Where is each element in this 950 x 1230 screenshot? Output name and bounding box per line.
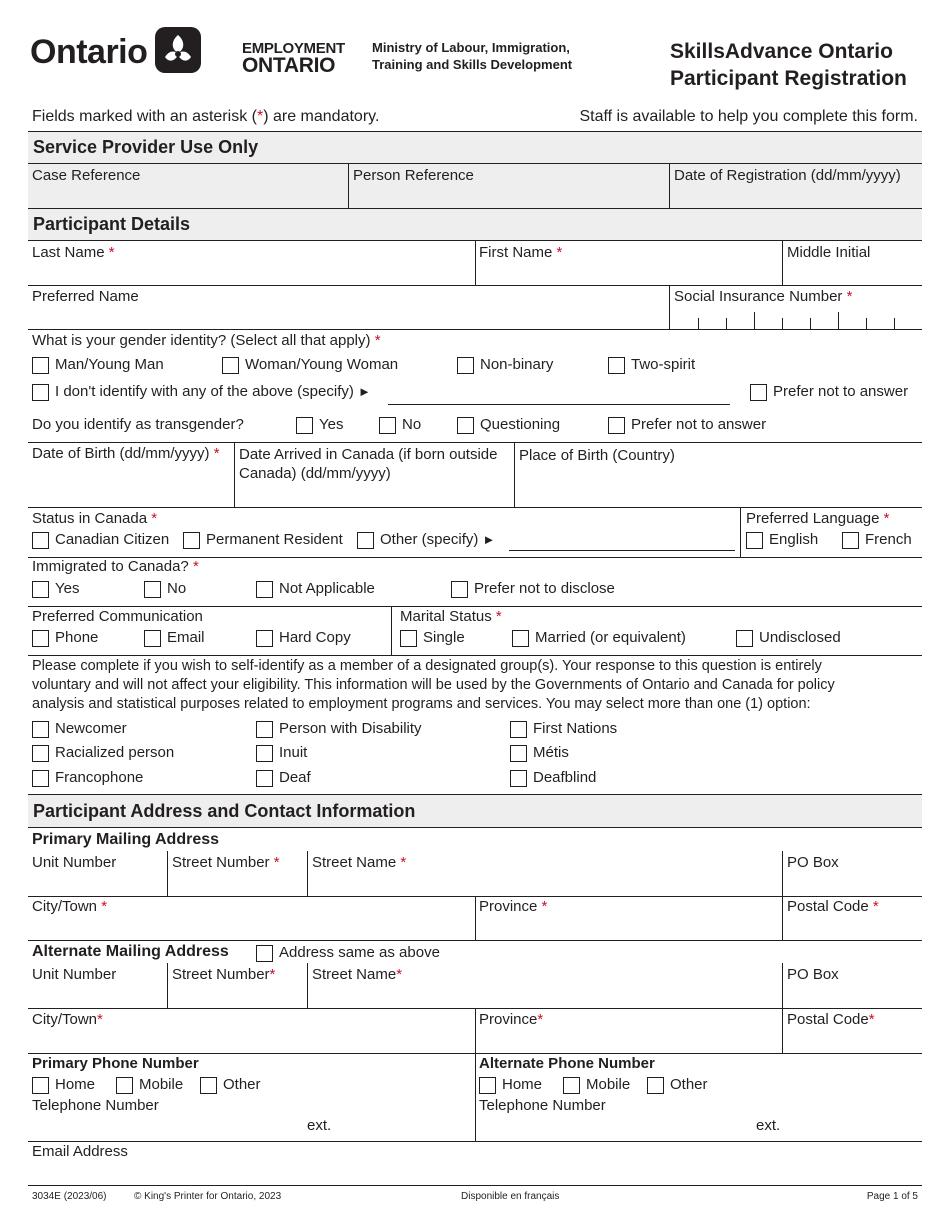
alternate-postal-code-label: Postal Code* <box>787 1011 875 1028</box>
section-participant-details: Participant Details <box>28 208 922 241</box>
case-reference-field[interactable] <box>30 185 346 207</box>
email-address-label: Email Address <box>32 1143 128 1160</box>
alternate-po-box-field[interactable] <box>785 985 920 1007</box>
checkbox-racialized[interactable]: Racialized person <box>32 744 174 762</box>
checkbox-single[interactable]: Single <box>400 629 465 647</box>
checkbox-first-nations[interactable]: First Nations <box>510 720 617 738</box>
alternate-po-box-label: PO Box <box>787 966 839 983</box>
primary-city-label: City/Town * <box>32 898 108 915</box>
primary-telephone-label: Telephone Number <box>32 1097 159 1114</box>
date-of-registration-field[interactable] <box>672 185 920 207</box>
primary-phone-heading: Primary Phone Number <box>32 1055 199 1072</box>
form-title-line1: SkillsAdvance Ontario <box>670 40 893 63</box>
primary-street-number-field[interactable] <box>170 873 305 895</box>
eo-line2: ONTARIO <box>242 54 336 78</box>
primary-telephone-field[interactable] <box>30 1116 300 1138</box>
preferred-name-field[interactable] <box>30 306 667 328</box>
primary-po-box-field[interactable] <box>785 873 920 895</box>
ministry-line1: Ministry of Labour, Immigration, <box>372 40 570 55</box>
mandatory-note: Fields marked with an asterisk (*) are mandatory. <box>32 108 380 125</box>
middle-initial-field[interactable] <box>785 262 920 284</box>
arrow-icon: ► <box>482 532 496 547</box>
first-name-field[interactable] <box>477 262 780 284</box>
primary-postal-code-field[interactable] <box>785 917 920 939</box>
sin-label: Social Insurance Number * <box>674 288 853 305</box>
alternate-street-number-label: Street Number* <box>172 966 276 983</box>
person-reference-field[interactable] <box>351 185 667 207</box>
alternate-unit-field[interactable] <box>30 985 165 1007</box>
page-number: Page 1 of 5 <box>866 1191 918 1202</box>
middle-initial-label: Middle Initial <box>787 244 871 261</box>
primary-unit-field[interactable] <box>30 873 165 895</box>
status-in-canada-label: Status in Canada * <box>32 510 158 527</box>
primary-city-field[interactable] <box>30 917 473 939</box>
checkbox-alternate-other[interactable]: Other <box>647 1076 708 1094</box>
eo-line1: EMPLOYMENT <box>242 40 345 57</box>
checkbox-english[interactable]: English <box>746 531 818 549</box>
checkbox-comm-phone[interactable]: Phone <box>32 629 98 647</box>
employment-ontario-logo <box>242 42 345 76</box>
checkbox-deafblind[interactable]: Deafblind <box>510 769 596 787</box>
primary-ext-label: ext. <box>307 1117 332 1134</box>
checkbox-immigrated-prefer-not[interactable]: Prefer not to disclose <box>451 580 615 598</box>
checkbox-status-other[interactable]: Other (specify) ► <box>357 531 495 549</box>
checkbox-inuit[interactable]: Inuit <box>256 744 307 762</box>
checkbox-francophone[interactable]: Francophone <box>32 769 143 787</box>
last-name-field[interactable] <box>30 262 473 284</box>
ontario-logo <box>30 27 201 77</box>
designated-group-paragraph: Please complete if you wish to self-identify as a member of a designated group(s). Your response to this question is entirely voluntary and will not affect your eligibility. This information will be used by the Governments of Ontario and Canada for policy analysis and statistical purposes related to employment programs and services. You may select more than one (1) option: <box>32 658 835 712</box>
form-title <box>670 38 907 92</box>
dob-label: Date of Birth (dd/mm/yyyy) * <box>32 445 220 462</box>
checkbox-woman[interactable]: Woman/Young Woman <box>222 356 398 374</box>
alternate-street-name-label: Street Name* <box>312 966 403 983</box>
alternate-street-name-field[interactable] <box>310 985 780 1007</box>
preferred-language-label: Preferred Language * <box>746 510 890 527</box>
checkbox-transgender-questioning[interactable]: Questioning <box>457 416 560 434</box>
last-name-label: Last Name * <box>32 244 115 261</box>
primary-street-number-label: Street Number * <box>172 854 280 871</box>
alternate-ext-field[interactable] <box>785 1116 920 1138</box>
marital-status-label: Marital Status * <box>400 608 502 625</box>
primary-mailing-heading: Primary Mailing Address <box>32 831 220 848</box>
alternate-street-number-field[interactable] <box>170 985 305 1007</box>
checkbox-comm-hard-copy[interactable]: Hard Copy <box>256 629 351 647</box>
checkbox-address-same[interactable]: Address same as above <box>256 944 440 962</box>
checkbox-primary-mobile[interactable]: Mobile <box>116 1076 183 1094</box>
preferred-communication-label: Preferred Communication <box>32 608 203 625</box>
checkbox-immigrated-yes[interactable]: Yes <box>32 580 79 598</box>
checkbox-metis[interactable]: Métis <box>510 744 569 762</box>
checkbox-newcomer[interactable]: Newcomer <box>32 720 127 738</box>
place-of-birth-field[interactable] <box>517 470 920 506</box>
alternate-unit-label: Unit Number <box>32 966 117 983</box>
checkbox-deaf[interactable]: Deaf <box>256 769 311 787</box>
checkbox-comm-email[interactable]: Email <box>144 629 205 647</box>
date-of-registration-label: Date of Registration (dd/mm/yyyy) <box>674 167 901 184</box>
checkbox-married[interactable]: Married (or equivalent) <box>512 629 686 647</box>
copyright: © King's Printer for Ontario, 2023 <box>134 1191 282 1202</box>
gender-question: What is your gender identity? (Select all that apply) * <box>32 332 381 349</box>
date-arrived-field[interactable] <box>237 484 512 506</box>
alternate-mailing-heading: Alternate Mailing Address <box>32 943 229 960</box>
transgender-question: Do you identify as transgender? <box>32 416 244 433</box>
alternate-province-label: Province* <box>479 1011 544 1028</box>
checkbox-man[interactable]: Man/Young Man <box>32 356 164 374</box>
checkbox-two-spirit[interactable]: Two-spirit <box>608 356 695 374</box>
alternate-postal-code-field[interactable] <box>785 1030 920 1052</box>
alternate-city-label: City/Town* <box>32 1011 103 1028</box>
ministry-name <box>372 39 572 73</box>
primary-street-name-label: Street Name * <box>312 854 407 871</box>
checkbox-transgender-no[interactable]: No <box>379 416 421 434</box>
checkbox-gender-other[interactable]: I don't identify with any of the above (specify) ► <box>32 383 371 401</box>
checkbox-immigrated-na[interactable]: Not Applicable <box>256 580 375 598</box>
form-title-line2: Participant Registration <box>670 67 907 90</box>
date-arrived-label: Date Arrived in Canada (if born outside Canada) (dd/mm/yyyy) <box>239 446 498 482</box>
checkbox-gender-prefer-not[interactable]: Prefer not to answer <box>750 383 908 401</box>
alternate-telephone-label: Telephone Number <box>479 1097 606 1114</box>
primary-province-field[interactable] <box>477 917 780 939</box>
primary-unit-label: Unit Number <box>32 854 117 871</box>
status-other-specify-field[interactable] <box>509 550 735 551</box>
trillium-icon <box>155 27 201 77</box>
alternate-phone-heading: Alternate Phone Number <box>479 1055 655 1072</box>
form-number: 3034E (2023/06) <box>32 1191 107 1202</box>
arrow-icon: ► <box>358 384 371 399</box>
checkbox-alternate-mobile[interactable]: Mobile <box>563 1076 630 1094</box>
person-reference-label: Person Reference <box>353 167 474 184</box>
checkbox-canadian-citizen[interactable]: Canadian Citizen <box>32 531 169 549</box>
ontario-wordmark: Ontario <box>30 32 148 71</box>
primary-ext-field[interactable] <box>336 1116 472 1138</box>
dob-field[interactable] <box>30 470 232 506</box>
first-name-label: First Name * <box>479 244 563 261</box>
preferred-name-label: Preferred Name <box>32 288 139 305</box>
checkbox-transgender-prefer-not[interactable]: Prefer not to answer <box>608 416 766 434</box>
checkbox-permanent-resident[interactable]: Permanent Resident <box>183 531 343 549</box>
checkbox-transgender-yes[interactable]: Yes <box>296 416 343 434</box>
section-service-provider: Service Provider Use Only <box>28 131 922 164</box>
checkbox-disability[interactable]: Person with Disability <box>256 720 422 738</box>
checkbox-alternate-home[interactable]: Home <box>479 1076 542 1094</box>
checkbox-primary-other[interactable]: Other <box>200 1076 261 1094</box>
alternate-province-field[interactable] <box>477 1030 780 1052</box>
primary-province-label: Province * <box>479 898 548 915</box>
french-availability: Disponible en français <box>461 1191 560 1202</box>
ministry-line2: Training and Skills Development <box>372 57 573 72</box>
checkbox-undisclosed[interactable]: Undisclosed <box>736 629 841 647</box>
immigrated-question: Immigrated to Canada? * <box>32 558 199 575</box>
section-address-contact: Participant Address and Contact Information <box>28 794 922 828</box>
case-reference-label: Case Reference <box>32 167 141 184</box>
sin-field[interactable] <box>672 306 920 328</box>
primary-po-box-label: PO Box <box>787 854 839 871</box>
gender-other-specify-field[interactable] <box>388 404 730 405</box>
checkbox-immigrated-no[interactable]: No <box>144 580 186 598</box>
primary-street-name-field[interactable] <box>310 873 780 895</box>
staff-help-note: Staff is available to help you complete this form. <box>579 108 918 125</box>
primary-postal-code-label: Postal Code * <box>787 898 879 915</box>
alternate-ext-label: ext. <box>756 1117 781 1134</box>
email-address-field[interactable] <box>30 1162 920 1184</box>
alternate-city-field[interactable] <box>30 1030 473 1052</box>
checkbox-non-binary[interactable]: Non-binary <box>457 356 553 374</box>
checkbox-french[interactable]: French <box>842 531 912 549</box>
place-of-birth-label: Place of Birth (Country) <box>519 447 675 464</box>
alternate-telephone-field[interactable] <box>477 1116 747 1138</box>
checkbox-primary-home[interactable]: Home <box>32 1076 95 1094</box>
